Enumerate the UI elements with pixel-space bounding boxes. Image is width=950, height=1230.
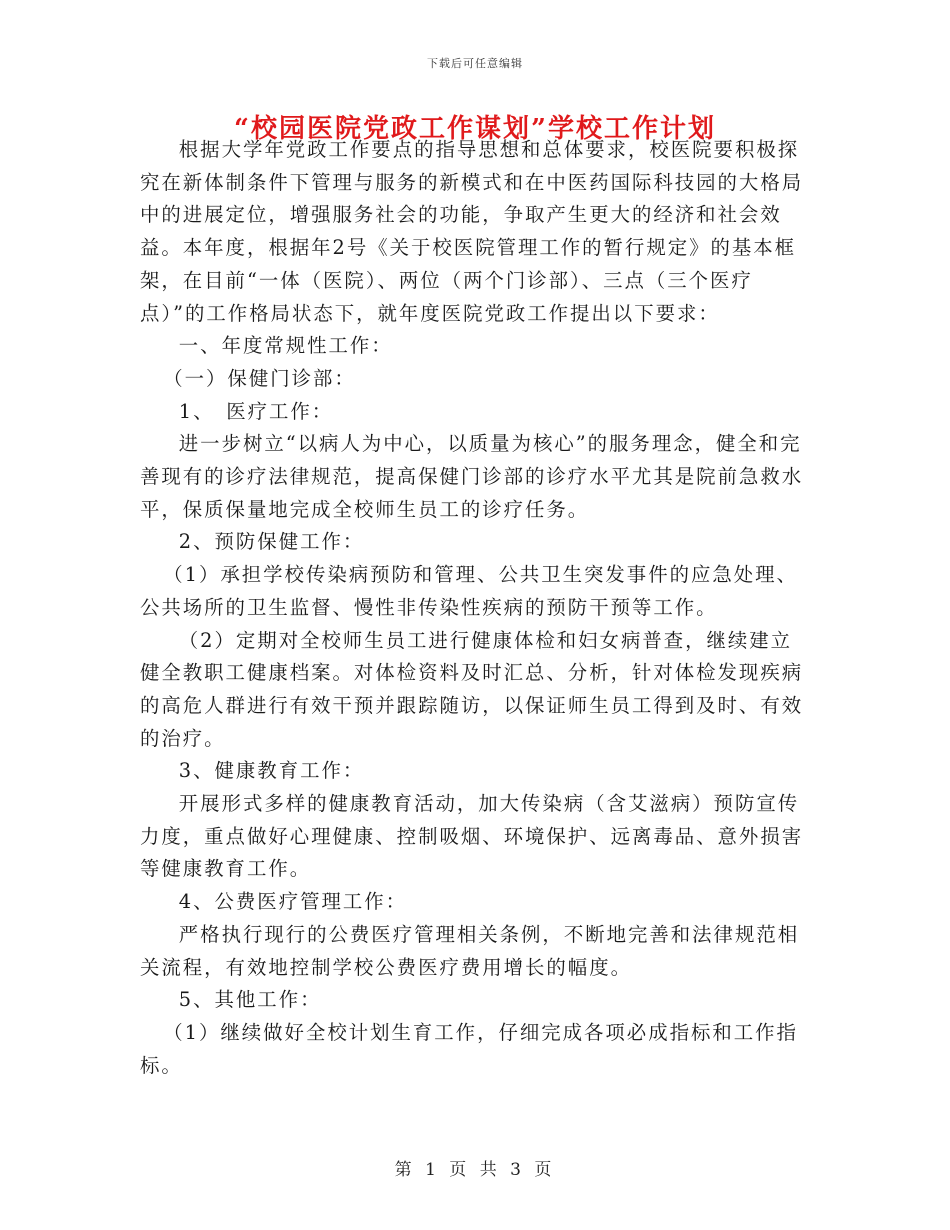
header-note: 下载后可任意编辑 (427, 57, 523, 70)
item-heading: 4、公费医疗管理工作： (178, 890, 408, 914)
item-heading: 3、健康教育工作： (178, 759, 365, 783)
paragraph: 进一步树立“以病人为中心，以质量为核心”的服务理念，健全和完善现有的诊疗法律规范，提高保健门诊部的诊疗水平尤其是院前急救水平，保质保量地完成全校师生员工的诊疗任务。 (140, 432, 804, 521)
paragraph-intro: 根据大学年党政工作要点的指导思想和总体要求，校医院要积极探究在新体制条件下管理与服务的新模式和在中医药国际科技园的大格局中的进展定位，增强服务社会的功能，争取产生更大的经济和社会效益。本年度，根据年2号《关于校医院管理工作的暂行规定》的基本框架，在目前“一体（医院）、两位（两个门诊部）、三点（三个医疗点）”的工作格局状态下，就年度医院党政工作提出以下要求： (140, 138, 804, 325)
document-title: “校园医院党政工作谋划”学校工作计划 (234, 114, 716, 144)
page-footer: 第 1 页 共 3 页 (394, 1160, 556, 1180)
item-heading: 2、预防保健工作： (178, 530, 365, 554)
subsection-heading: （一）保健门诊部： (163, 366, 356, 390)
section-heading: 一、年度常规性工作： (178, 334, 393, 358)
paragraph: （1）承担学校传染病预防和管理、公共卫生突发事件的应急处理、公共场所的卫生监督、慢性非传染性疾病的预防干预等工作。 (140, 563, 798, 619)
item-heading: 5、其他工作： (178, 988, 322, 1012)
paragraph: 开展形式多样的健康教育活动，加大传染病（含艾滋病）预防宣传力度，重点做好心理健康、控制吸烟、环境保护、远离毒品、意外损害等健康教育工作。 (140, 792, 804, 881)
paragraph: （1）继续做好全校计划生育工作，仔细完成各项必成指标和工作指标。 (140, 1020, 798, 1077)
item-heading: 1、 医疗工作： (178, 399, 334, 423)
document-body (140, 134, 812, 1082)
paragraph: （2）定期对全校师生员工进行健康体检和妇女病普查，继续建立健全教职工健康档案。对体检资料及时汇总、分析，针对体检发现疾病的高危人群进行有效干预并跟踪随访，以保证师生员工得到及时、有效的治疗。 (140, 628, 804, 750)
paragraph: 严格执行现行的公费医疗管理相关条例，不断地完善和法律规范相关流程，有效地控制学校公费医疗费用增长的幅度。 (140, 922, 800, 979)
